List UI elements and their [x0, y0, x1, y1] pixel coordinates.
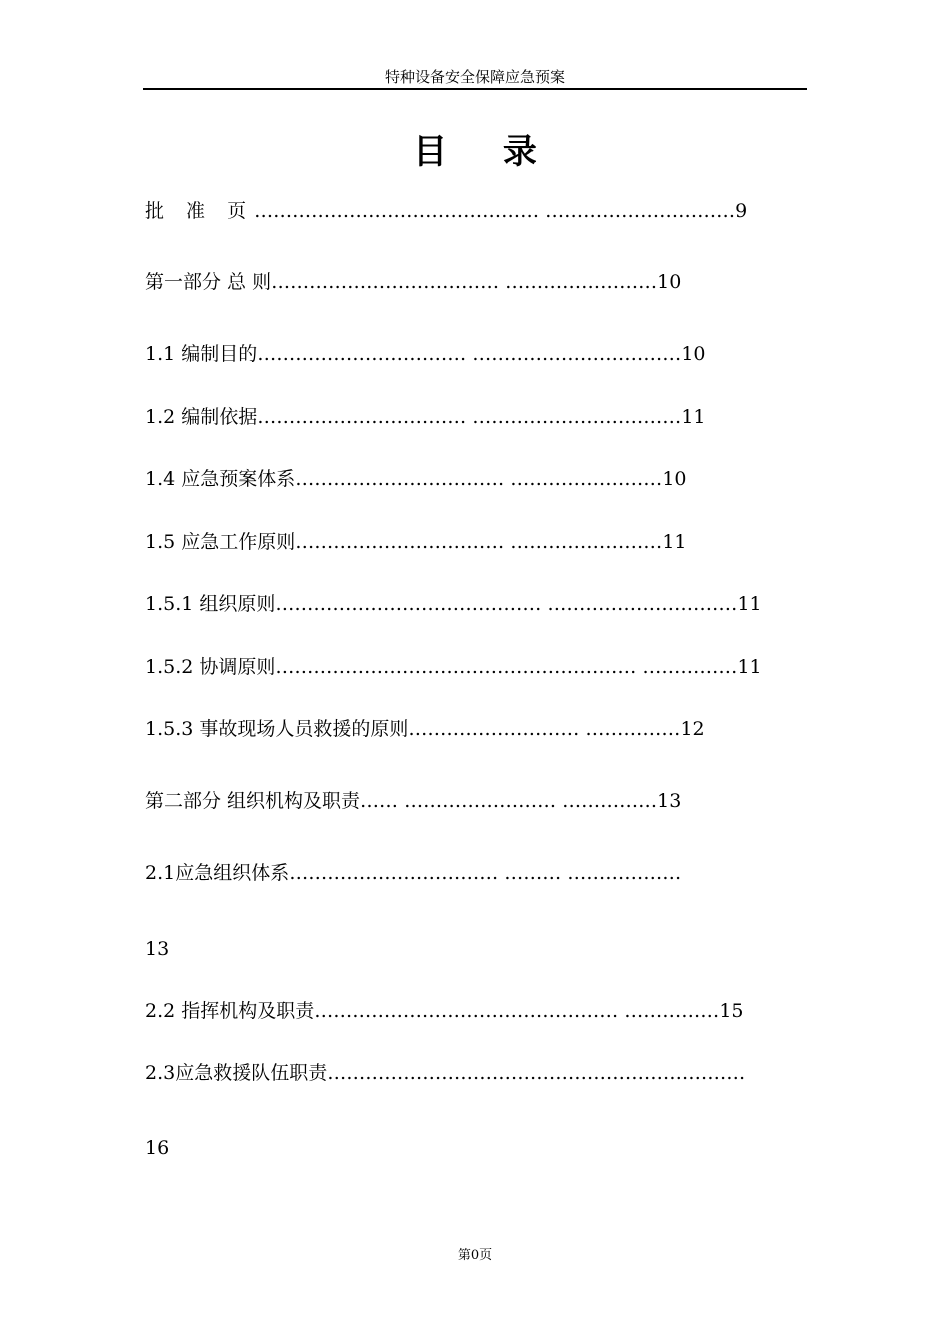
toc-entry-page: 13 [657, 790, 682, 812]
toc-entry[interactable] [145, 404, 795, 430]
toc-entry-leaders: …………………………… …………………… [295, 468, 663, 490]
toc-entry[interactable] [145, 716, 795, 742]
toc-entry-text: 1.2 编制依据 [145, 406, 258, 428]
toc-entry-page: 12 [680, 718, 705, 740]
toc-entry-text: 1.4 应急预案体系 [145, 468, 296, 490]
toc-entry[interactable] [145, 269, 795, 295]
toc-entry-wrapped-page [145, 1135, 795, 1161]
toc-entry[interactable] [145, 654, 795, 680]
toc-entry-page: 11 [737, 656, 762, 678]
toc-entry-page: 10 [657, 271, 682, 293]
toc-entry-text: 1.1 编制目的 [145, 343, 258, 365]
toc-entry-leaders: ………………………………………… …………… [314, 1000, 720, 1022]
toc-title: 目 录 [413, 132, 559, 172]
toc-entry-page: 11 [662, 531, 687, 553]
toc-entry-leaders: …………………………………… ………………………… [275, 593, 738, 615]
toc-entry-leaders: ………………………………………………………… [327, 1062, 746, 1084]
toc-entry-text: 13 [145, 938, 170, 960]
toc-entry-leaders: …… …………………… …………… [360, 790, 658, 812]
page-number: 第0页 [457, 1248, 493, 1263]
toc-entry-wrapped-page [145, 936, 795, 962]
toc-entry[interactable] [145, 860, 795, 886]
toc-entry-text: 1.5.2 协调原则 [145, 656, 276, 678]
toc-entry-leaders: …………………………… …………………………… [257, 343, 682, 365]
toc-entry[interactable] [145, 198, 795, 224]
toc-entry-text: 2.1应急组织体系 [145, 862, 290, 884]
toc-entry-text: 1.5.3 事故现场人员救援的原则 [145, 718, 409, 740]
toc-entry-page: 9 [735, 200, 748, 222]
toc-entry[interactable] [145, 591, 795, 617]
toc-entry-text: 2.3应急救援队伍职责 [145, 1062, 328, 1084]
toc-entry-leaders: ……………………………… …………………… [271, 271, 658, 293]
toc-entry-page: 11 [737, 593, 762, 615]
toc-entry-text: 16 [145, 1137, 170, 1159]
toc-entry-text: 2.2 指挥机构及职责 [145, 1000, 315, 1022]
toc-entry-page: 10 [662, 468, 687, 490]
toc-entry-text: 1.5 应急工作原则 [145, 531, 296, 553]
toc-entry-text: 1.5.1 组织原则 [145, 593, 276, 615]
toc-entry[interactable] [145, 998, 795, 1024]
toc-entry[interactable] [145, 529, 795, 555]
header-rule [143, 88, 807, 90]
toc-entry-page: 11 [681, 406, 706, 428]
toc-entry[interactable] [145, 466, 795, 492]
toc-entry[interactable] [145, 788, 795, 814]
toc-entry-leaders: …………………………… ……… ……………… [289, 862, 682, 884]
toc-entry[interactable] [145, 1060, 795, 1086]
running-header: 特种设备安全保障应急预案 [384, 68, 565, 86]
toc-entry-page: 15 [719, 1000, 744, 1022]
toc-entry-text: 批 准 页 [145, 200, 255, 222]
toc-entry-text: 第二部分 组织机构及职责 [145, 790, 361, 812]
toc-entry-page: 10 [681, 343, 706, 365]
toc-entry-leaders: ……………………… …………… [408, 718, 681, 740]
toc-entry-leaders: ……………………………………… ………………………… [254, 200, 736, 222]
toc-entry-leaders: …………………………… …………………………… [257, 406, 682, 428]
toc-entry-text: 第一部分 总 则 [145, 271, 272, 293]
toc-entry-leaders: ………………………………………………… …………… [275, 656, 738, 678]
toc-entry-leaders: …………………………… …………………… [295, 531, 663, 553]
toc-entry[interactable] [145, 341, 795, 367]
